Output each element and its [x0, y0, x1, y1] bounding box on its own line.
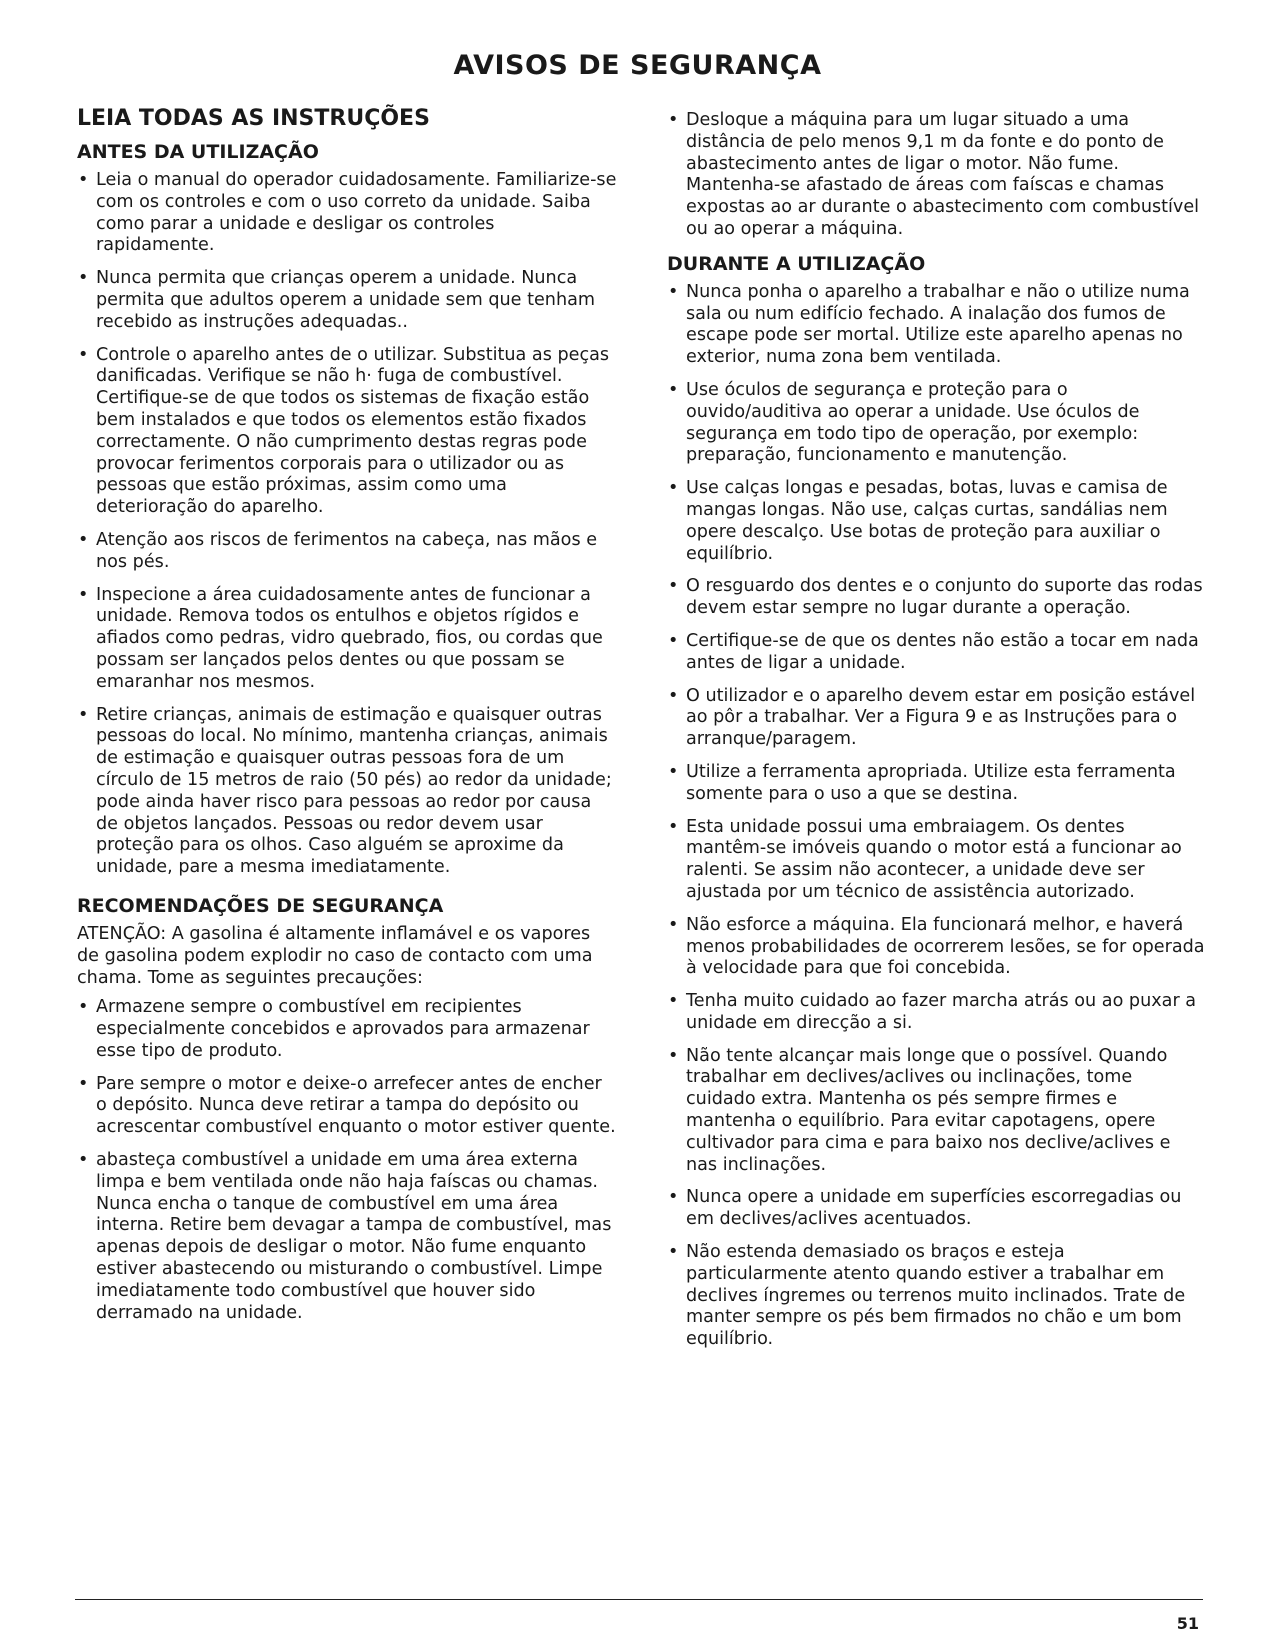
list-item-text: Use calças longas e pesadas, botas, luvas e camisa de mangas longas. Não use, calças curtas, sandálias nem opere descalço. Use botas de proteção para auxiliar o equilíbrio.: [686, 478, 1168, 564]
list-item: [667, 576, 1205, 620]
list-item: [667, 991, 1205, 1035]
list-item: [667, 1046, 1205, 1177]
list-item-text: Certifique-se de que os dentes não estão a tocar em nada antes de ligar a unidade.: [686, 630, 1199, 673]
list-item-text: Atenção aos riscos de ferimentos na cabeça, nas mãos e nos pés.: [96, 529, 598, 572]
list-item-text: Utilize a ferramenta apropriada. Utilize esta ferramenta somente para o uso a que se destina.: [686, 761, 1176, 804]
bullet-icon: •: [668, 379, 679, 400]
list-item: [77, 268, 617, 333]
list-item: [77, 1150, 617, 1324]
bullet-icon: •: [668, 110, 679, 130]
footer-divider: [75, 1599, 1203, 1600]
bullet-icon: •: [668, 914, 679, 935]
page-number: 51: [1176, 1614, 1199, 1633]
list-item-text: Armazene sempre o combustível em recipientes especialmente concebidos e aprovados para armazenar esse tipo de produto.: [96, 997, 590, 1061]
before-use-heading: ANTES DA UTILIZAÇÃO: [77, 141, 319, 163]
bullet-icon: •: [668, 816, 679, 837]
list-item-text: Tenha muito cuidado ao fazer marcha atrás ou ao puxar a unidade em direcção a si.: [686, 991, 1197, 1033]
continued-list: [667, 110, 1205, 241]
list-item-text: Use óculos de segurança e proteção para o ouvido/auditiva ao operar a unidade. Use óculos de segurança em todo tipo de operação, por exemplo: preparação, funcionamento e manutenção.: [686, 379, 1140, 466]
list-item-text: abasteça combustível a unidade em uma área externa limpa e bem ventilada onde não haja faíscas ou chamas. Nunca encha o tanque de combustível em uma área interna. Retire bem devagar a tampa de combustível, mas apenas depois de desligar o motor. Não fume enquanto estiver abastecendo ou misturando o combustível. Limpe imediatamente todo combustível que houver sido derramado na unidade.: [96, 1150, 612, 1323]
list-item: [667, 1242, 1205, 1351]
bullet-icon: •: [668, 478, 679, 499]
bullet-icon: •: [78, 1073, 89, 1094]
list-item: [667, 817, 1205, 904]
right-column: [667, 110, 1205, 1362]
list-item-text: Nunca permita que crianças operem a unidade. Nunca permita que adultos operem a unidade sem que tenham recebido as instruções adequadas..: [96, 268, 596, 332]
list-item-text: Esta unidade possui uma embraiagem. Os dentes mantêm-se imóveis quando o motor está a funcionar ao ralenti. Se assim não acontecer, a unidade deve ser ajustada por um técnico de assistência autorizado.: [686, 816, 1182, 902]
list-item: [667, 380, 1205, 467]
list-item: [77, 585, 617, 694]
bullet-icon: •: [668, 991, 679, 1012]
list-item-text: Retire crianças, animais de estimação e quaisquer outras pessoas do local. No mínimo, mantenha crianças, animais de estimação e quaisquer outras pessoas fora de um círculo de 15 metros de raio (50 pés) ao redor da unidade; pode ainda haver risco para pessoas ao redor por causa de objetos lançados. Pessoas ou redor devem usar proteção para os olhos. Caso alguém se aproxime da unidade, pare a mesma imediatamente.: [96, 704, 612, 878]
list-item: [667, 686, 1205, 751]
bullet-icon: •: [668, 1242, 679, 1263]
list-item-text: O resguardo dos dentes e o conjunto do suporte das rodas devem estar sempre no lugar durante a operação.: [686, 576, 1203, 619]
bullet-icon: •: [78, 529, 89, 550]
list-item: [667, 478, 1205, 565]
list-item: [667, 631, 1205, 675]
left-column: [77, 106, 617, 1335]
bullet-icon: •: [668, 630, 679, 651]
list-item-text: Não esforce a máquina. Ela funcionará melhor, e haverá menos probabilidades de ocorrerem lesões, se for operada à velocidade para que foi concebida.: [686, 914, 1205, 979]
list-item: [667, 762, 1205, 806]
bullet-icon: •: [78, 1150, 89, 1171]
gasoline-warning-intro: ATENÇÃO: A gasolina é altamente inflamável e os vapores de gasolina podem explodir no caso de contacto com uma chama. Tome as seguintes precauções:: [77, 923, 593, 988]
list-item: [667, 282, 1205, 369]
list-item-text: O utilizador e o aparelho devem estar em posição estável ao pôr a trabalhar. Ver a Figura 9 e as Instruções para o arranque/paragem.: [686, 685, 1196, 750]
read-all-instructions-heading: LEIA TODAS AS INSTRUÇÕES: [77, 106, 430, 131]
page-title: AVISOS DE SEGURANÇA: [453, 50, 822, 81]
list-item: [77, 1074, 617, 1139]
list-item-text: Controle o aparelho antes de o utilizar. Substitua as peças danificadas. Verifique se não h· fuga de combustível. Certifique-se de que todos os sistemas de fixação estão bem instalados e que todos os elementos estão fixados correctamente. O não cumprimento destas regras pode provocar ferimentos corporais para o utilizador ou as pessoas que estão próximas, assim como uma deterioração do aparelho.: [96, 344, 610, 518]
bullet-icon: •: [668, 576, 679, 597]
before-use-list: [77, 170, 617, 879]
bullet-icon: •: [78, 997, 89, 1018]
bullet-icon: •: [668, 1187, 679, 1208]
safety-recommendations-heading: RECOMENDAÇÕES DE SEGURANÇA: [77, 894, 444, 917]
list-item: [77, 345, 617, 519]
list-item: [77, 170, 617, 257]
bullet-icon: •: [668, 685, 679, 706]
safety-recommendations-list: [77, 997, 617, 1324]
bullet-icon: •: [668, 1045, 679, 1066]
during-use-list: [667, 282, 1205, 1351]
list-item-text: Não estenda demasiado os braços e esteja particularmente atento quando estiver a trabalhar em declives íngremes ou terrenos muito inclinados. Trate de manter sempre os pés bem firmados no chão e um bom equilíbrio.: [686, 1242, 1186, 1350]
list-item-text: Desloque a máquina para um lugar situado a uma distância de pelo menos 9,1 m da fonte e do ponto de abastecimento antes de ligar o motor. Não fume. Mantenha-se afastado de áreas com faíscas e chamas expostas ao ar durante o abastecimento com combustível ou ao operar a máquina.: [686, 110, 1200, 239]
bullet-icon: •: [78, 170, 89, 190]
list-item-text: Pare sempre o motor e deixe-o arrefecer antes de encher o depósito. Nunca deve retirar a tampa do depósito ou acrescentar combustível enquanto o motor estiver quente.: [96, 1073, 616, 1138]
list-item-text: Não tente alcançar mais longe que o possível. Quando trabalhar em declives/aclives ou inclinações, tome cuidado extra. Mantenha os pés sempre firmes e mantenha o equilíbrio. Para evitar capotagens, opere cultivador para cima e para baixo nos declive/aclives e nas inclinações.: [686, 1045, 1171, 1175]
list-item: [667, 1187, 1205, 1231]
list-item-text: Inspecione a área cuidadosamente antes de funcionar a unidade. Remova todos os entulhos e objetos rígidos e afiados como pedras, vidro quebrado, fios, ou cordas que possam ser lançados pelos dentes ou que possam se emaranhar nos mesmos.: [96, 584, 603, 692]
list-item-text: Nunca opere a unidade em superfícies escorregadias ou em declives/aclives acentuados.: [686, 1187, 1182, 1230]
list-item: [667, 915, 1205, 980]
list-item: [77, 530, 617, 574]
list-item-text: Leia o manual do operador cuidadosamente. Familiarize-se com os controles e com o uso correto da unidade. Saiba como parar a unidade e desligar os controles rapidamente.: [96, 170, 617, 256]
bullet-icon: •: [78, 704, 89, 725]
during-use-heading: DURANTE A UTILIZAÇÃO: [667, 252, 926, 275]
bullet-icon: •: [668, 761, 679, 782]
bullet-icon: •: [78, 268, 89, 289]
bullet-icon: •: [78, 584, 89, 605]
list-item-text: Nunca ponha o aparelho a trabalhar e não o utilize numa sala ou num edifício fechado. A inalação dos fumos de escape pode ser mortal. Utilize este aparelho apenas no exterior, numa zona bem ventilada.: [686, 281, 1190, 368]
bullet-icon: •: [78, 344, 89, 365]
bullet-icon: •: [668, 281, 679, 302]
list-item: [667, 110, 1205, 241]
list-item: [77, 705, 617, 879]
list-item: [77, 997, 617, 1062]
